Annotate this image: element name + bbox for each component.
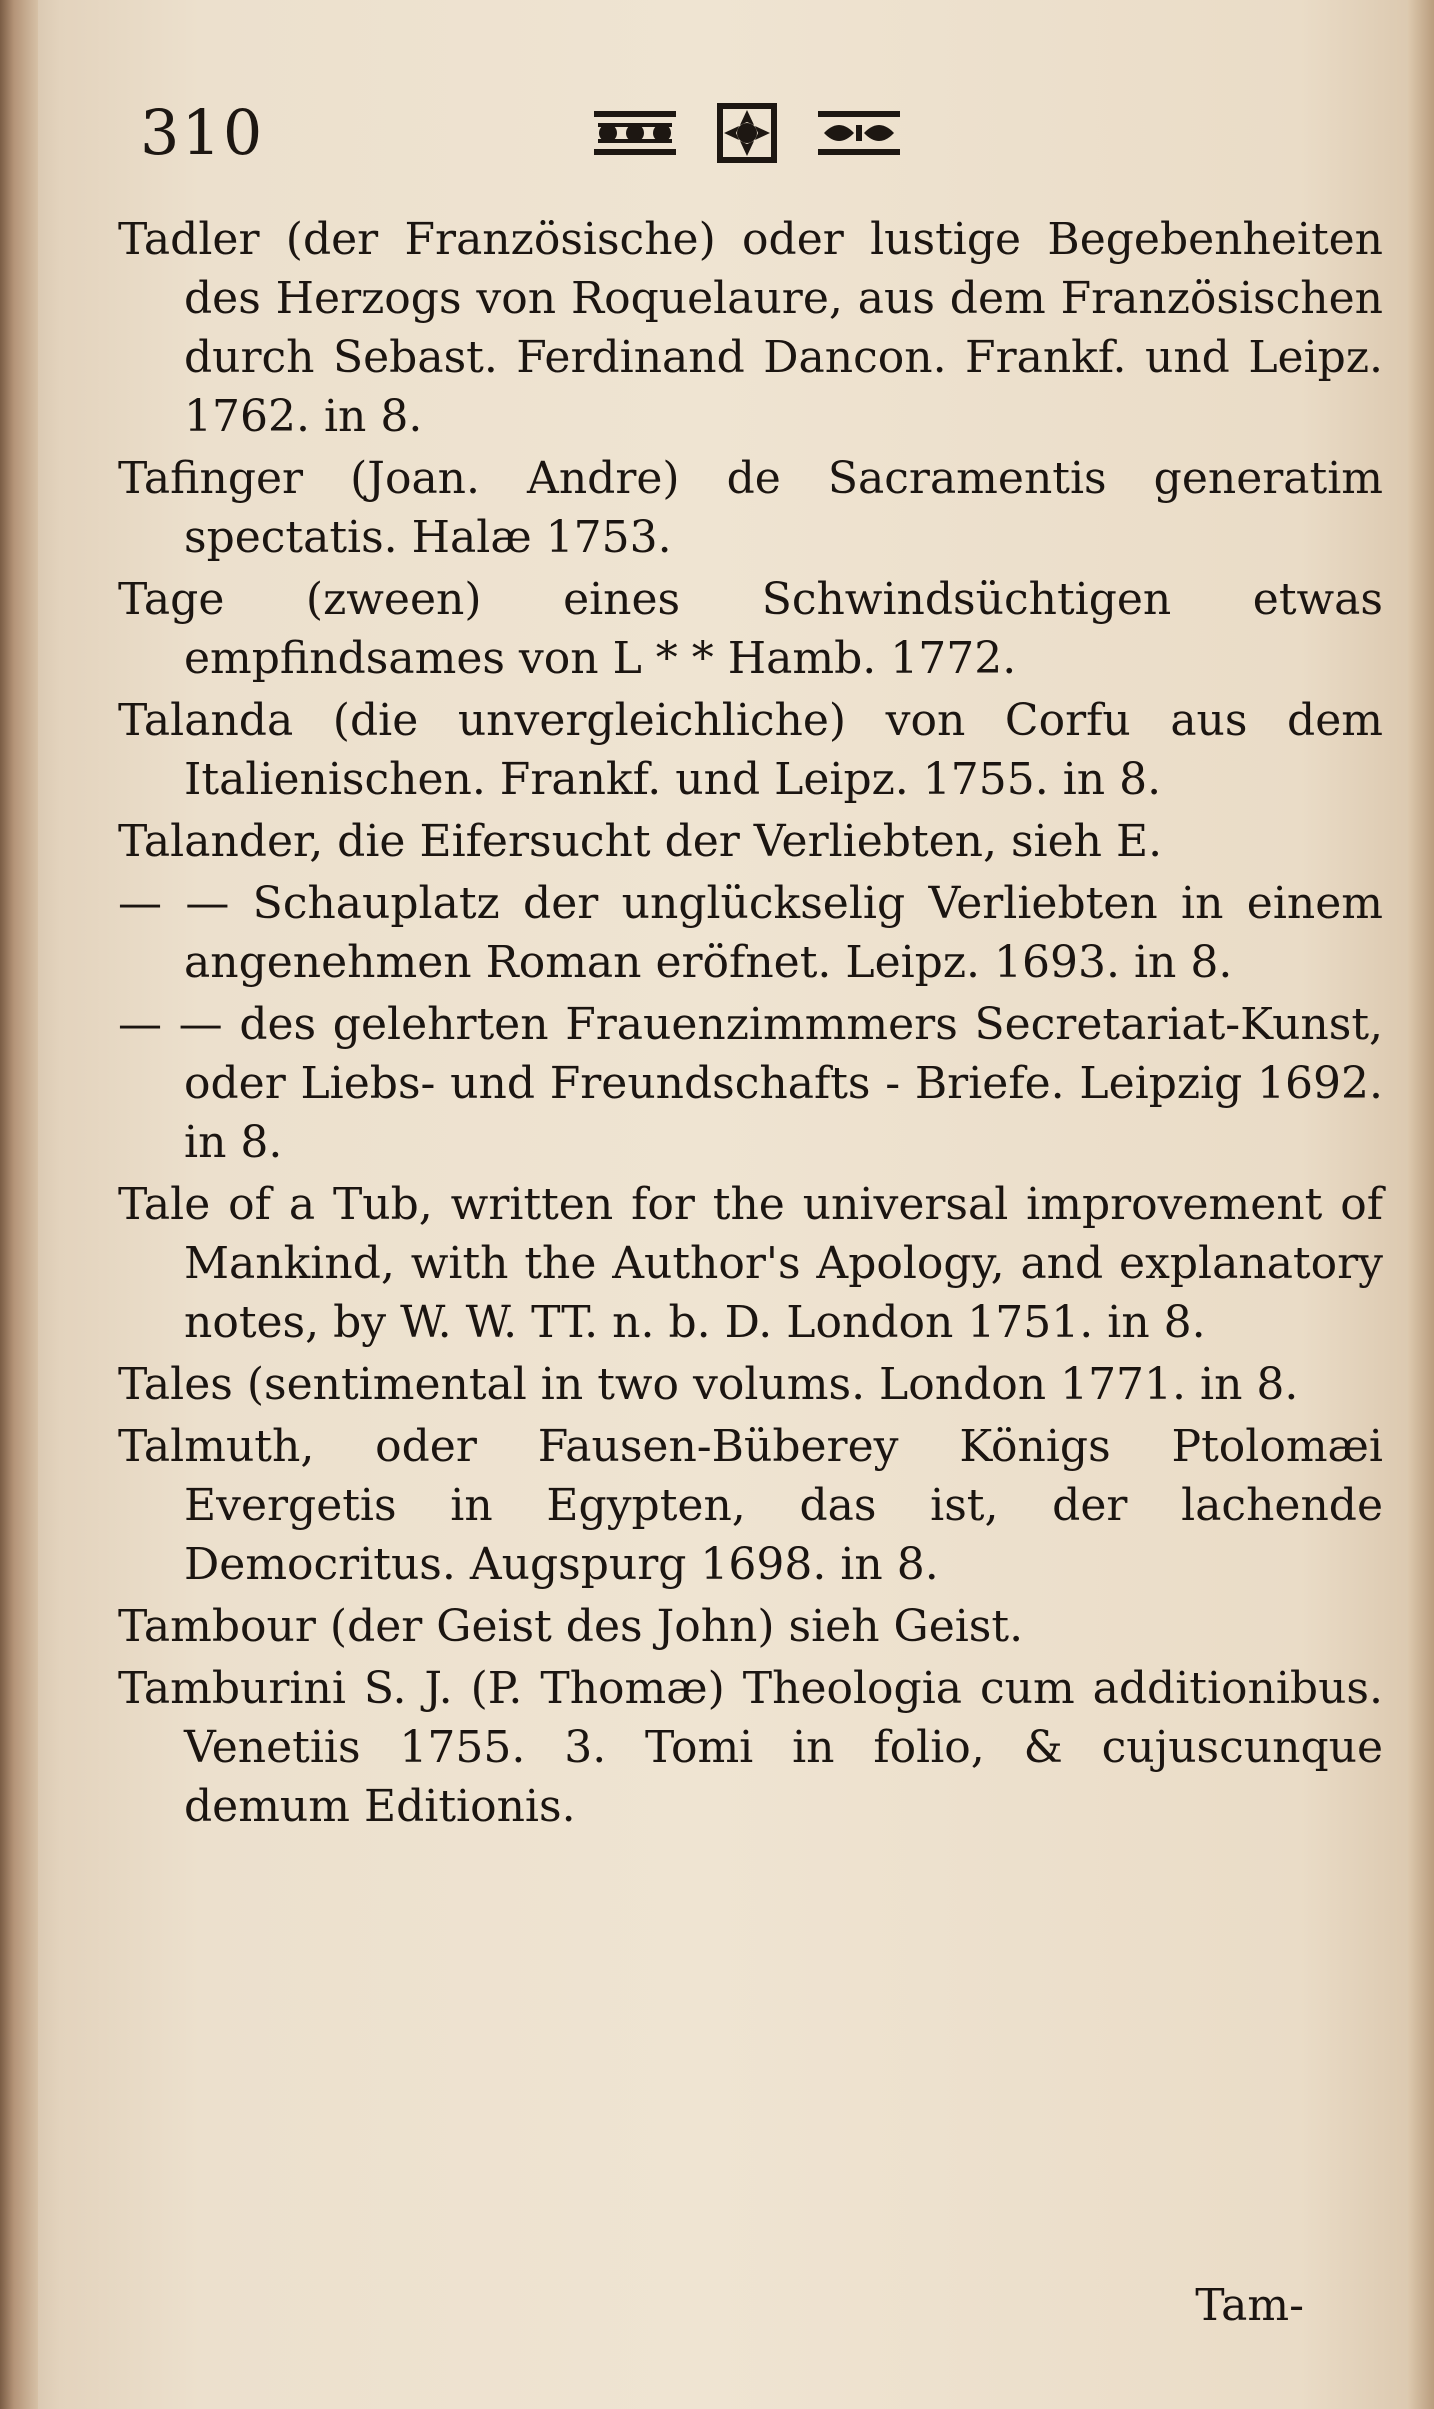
- entry-tale-of-a-tub: Tale of a Tub, written for the universal improvement of Mankind, with the Author's Apology, and explanatory notes, by W. W. TT. n. b. D. London 1751. in 8.: [118, 1179, 1383, 1348]
- entry-tales: Tales (sentimental in two volums. London 1771. in 8.: [118, 1359, 1299, 1410]
- page-number: 310: [140, 96, 265, 169]
- entry-talander-schauplatz: — — Schauplatz der unglückselig Verliebten in einem angenehmen Roman eröfnet. Leipz. 1693. in 8.: [118, 878, 1383, 988]
- fleuron-center-icon: [714, 100, 780, 166]
- entry-tambour: Tambour (der Geist des John) sieh Geist.: [118, 1601, 1024, 1652]
- entry-tage: Tage (zween) eines Schwindsüchtigen etwas empfindsames von L * * Hamb. 1772.: [118, 574, 1383, 684]
- entry-tamburini: Tamburini S. J. (P. Thomæ) Theologia cum additionibus. Venetiis 1755. 3. Tomi in folio, & cujuscunque demum Editionis.: [118, 1663, 1383, 1832]
- entry-tafinger: Tafinger (Joan. Andre) de Sacramentis generatim spectatis. Halæ 1753.: [118, 453, 1383, 563]
- fleuron-left-icon: [590, 103, 680, 163]
- header-ornaments: [590, 100, 904, 166]
- entry-tadler: Tadler (der Französische) oder lustige Begebenheiten des Herzogs von Roquelaure, aus dem Französischen durch Sebast. Ferdinand Dancon. Frankf. und Leipz. 1762. in 8.: [118, 214, 1383, 442]
- entry-talander-secretariat: — — des gelehrten Frauenzimmmers Secretariat-Kunst, oder Liebs- und Freundschafts - Briefe. Leipzig 1692. in 8.: [118, 999, 1383, 1168]
- page-fore-edge: [1408, 0, 1434, 2409]
- catchword: Tam-: [1195, 2280, 1304, 2331]
- catalogue-entries: [118, 210, 1383, 1839]
- entry-talander: Talander, die Eifersucht der Verliebten, sieh E.: [118, 816, 1163, 867]
- fleuron-right-icon: [814, 103, 904, 163]
- page-header: [130, 90, 1314, 180]
- page-gutter-edge: [0, 0, 38, 2409]
- entry-talmuth: Talmuth, oder Fausen-Büberey Königs Ptolomæi Evergetis in Egypten, das ist, der lachende Democritus. Augspurg 1698. in 8.: [118, 1421, 1383, 1590]
- entry-talanda: Talanda (die unvergleichliche) von Corfu aus dem Italienischen. Frankf. und Leipz. 1755. in 8.: [118, 695, 1383, 805]
